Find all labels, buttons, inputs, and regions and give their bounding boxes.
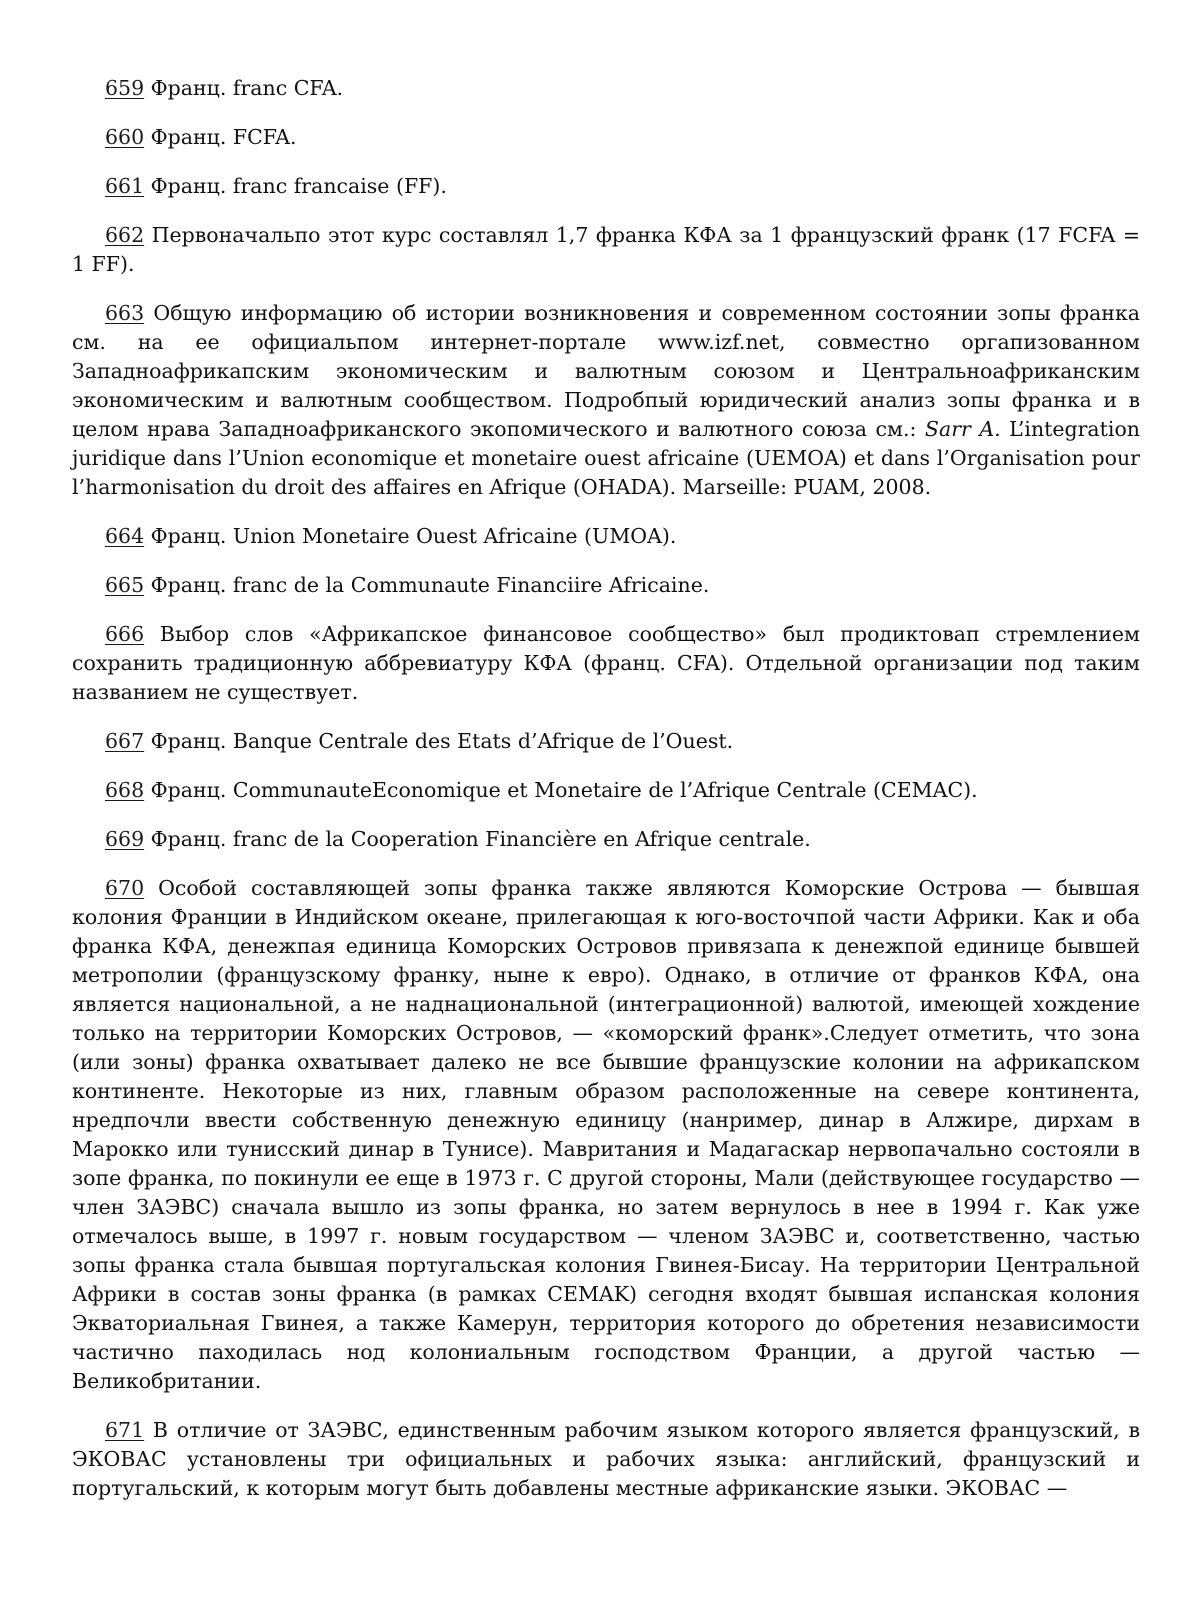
footnote-661 (72, 172, 1140, 201)
footnote-ref-670[interactable]: 670 (105, 876, 145, 900)
footnote-667 (72, 727, 1140, 756)
footnote-text-cont: L’integration juridique dans l’Union economique et monetaire ouest africaine (UEMOA) et dans l’Organisation pour l’harmonisation du droit des affaires en Afrique (OHADA). Marseille: PUAM, 2008. (72, 417, 1140, 499)
footnote-669 (72, 825, 1140, 854)
footnote-text: В отличие от ЗАЭВС, единственным рабочим языком которого является французский, в ЭКОВАС установлены три официальных и рабочих языка: английский, французский и португальский, к которым могут быть добавлены местные африканские языки. ЭКОВАС — (72, 1418, 1140, 1500)
footnote-ref-671[interactable]: 671 (105, 1418, 145, 1442)
footnote-ref-666[interactable]: 666 (105, 622, 145, 646)
footnote-text: Франц. franc de la Communaute Financiire Africaine. (144, 573, 710, 597)
footnote-text: Общую информацию об истории возникновения и современном состоянии зопы франка см. на ее официальпом интернет-портале www.izf.net, совместно оргапизованном Западноафрикапским экономическим и валютным союзом и Центральноафриканским экономическим и валютным сообществом. Подробпый юридический анализ зопы франка и в целом нрава Западноафриканского экопомического и валютного союза см.: (72, 301, 1140, 441)
footnote-ref-660[interactable]: 660 (105, 125, 145, 149)
footnote-ref-661[interactable]: 661 (105, 174, 145, 198)
footnote-text: Франц. franc francaise (FF). (144, 174, 447, 198)
footnote-668 (72, 776, 1140, 805)
footnote-ref-662[interactable]: 662 (105, 223, 145, 247)
footnote-ref-665[interactable]: 665 (105, 573, 145, 597)
footnote-text: Франц. FCFA. (144, 125, 297, 149)
footnote-text: Франц. Banque Centrale des Etats d’Afrique de l’Ouest. (144, 729, 734, 753)
footnote-text: Франц. franc CFA. (144, 76, 344, 100)
footnote-660 (72, 123, 1140, 152)
footnote-663 (72, 299, 1140, 502)
footnote-659 (72, 74, 1140, 103)
footnote-text: Первоначальпо этот курс составлял 1,7 франка КФА за 1 французский франк (17 FCFA = 1 FF). (72, 223, 1140, 276)
footnote-text: Выбор слов «Африкапское финансовое сообщество» был продиктовап стремлением сохранить традиционную аббревиатуру КФА (франц. CFA). Отдельной организации под таким названием не существует. (72, 622, 1140, 704)
footnote-ref-668[interactable]: 668 (105, 778, 145, 802)
footnote-665 (72, 571, 1140, 600)
footnote-ref-669[interactable]: 669 (105, 827, 145, 851)
footnote-662 (72, 221, 1140, 279)
footnote-text: Франц. CommunauteEconomique et Monetaire de l’Afrique Centrale (CEMAC). (144, 778, 978, 802)
cited-author: Sarr A. (924, 417, 1001, 441)
footnote-ref-664[interactable]: 664 (105, 524, 145, 548)
footnote-ref-663[interactable]: 663 (105, 301, 145, 325)
footnote-664 (72, 522, 1140, 551)
footnote-671 (72, 1416, 1140, 1503)
footnote-670 (72, 874, 1140, 1396)
footnote-ref-667[interactable]: 667 (105, 729, 145, 753)
footnote-666 (72, 620, 1140, 707)
footnote-text: Франц. franc de la Cooperation Financière en Afrique centrale. (144, 827, 811, 851)
footnote-text: Особой составляющей зопы франка также являются Коморские Острова — бывшая колония Франции в Индийском океане, прилегающая к юго-восточпой части Африки. Как и оба франка КФА, денежпая единица Коморских Островов привязапа к денежпой единице бывшей метрополии (французскому франку, ныне к евро). Однако, в отличие от франков КФА, она является национальной, а не наднациональной (интеграционной) валютой, имеющей хождение только на территории Коморских Островов, — «коморский франк».Следует отметить, что зона (или зоны) франка охватывает далеко не все бывшие французские колонии на африкапском континенте. Некоторые из них, главным образом расположенные на севере континента, нредпочли ввести собственную денежную единицу (нанример, динар в Алжире, дирхам в Марокко или тунисский динар в Тунисе). Мавритания и Мадагаскар нервопачально состояли в зопе франка, по покинули ее еще в 1973 г. С другой стороны, Мали (действующее государство — член ЗАЭВС) сначала вышло из зопы франка, но затем вернулось в нее в 1994 г. Как уже отмечалось выше, в 1997 г. новым государством — членом ЗАЭВС и, соответственно, частью зопы франка стала бывшая португальская колония Гвинея-Бисау. На территории Центральной Африки в состав зоны франка (в рамках CEMAK) сегодня входят бывшая испанская колония Экваториальная Гвинея, а также Камерун, территория которого до обретения независимости частично паходилась нод колониальным господством Франции, а другой частью — Великобритании. (72, 876, 1140, 1393)
footnote-ref-659[interactable]: 659 (105, 76, 145, 100)
footnote-text: Франц. Union Monetaire Ouest Africaine (UMOA). (144, 524, 677, 548)
